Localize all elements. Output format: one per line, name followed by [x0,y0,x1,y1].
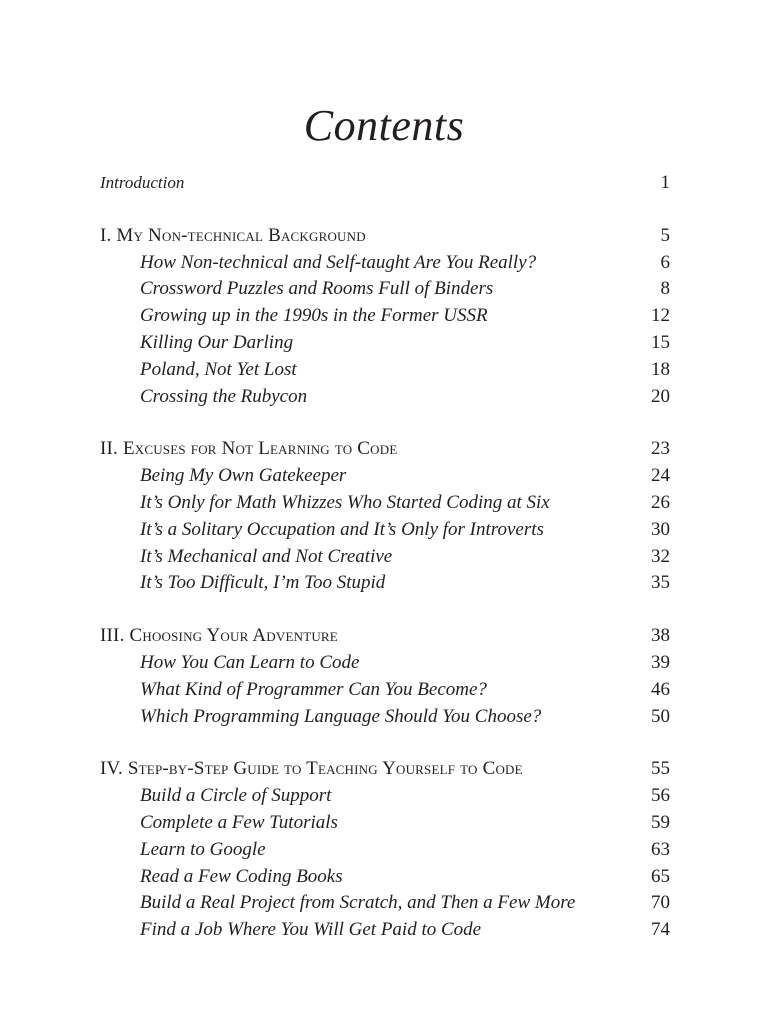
toc-entry-label: Which Programming Language Should You Choose? [140,705,542,727]
toc-entry-page: 35 [651,572,670,594]
toc-entry-page: 63 [651,838,670,860]
toc-entry-label: It’s Mechanical and Not Creative [140,545,393,567]
toc-entry-label: Crossword Puzzles and Rooms Full of Binders [140,278,494,300]
toc-entry-label: Find a Job Where You Will Get Paid to Code [140,919,482,941]
toc-entry-label: Build a Circle of Support [140,785,332,807]
toc-entry-label: It’s a Solitary Occupation and It’s Only for Introverts [140,518,544,540]
toc-entry[interactable] [100,570,670,597]
toc-entry-page: 65 [651,865,670,887]
toc-part-page: 23 [651,438,670,460]
toc-entry-page: 26 [651,491,670,513]
toc-entry-label: How Non-technical and Self-taught Are You Really? [140,251,537,273]
toc-entry-label: Build a Real Project from Scratch, and Then a Few More [140,892,576,914]
toc-entry-page: 1 [660,172,670,193]
toc-entry[interactable] [100,837,670,864]
toc-part-2[interactable] [100,436,670,463]
toc-entry-page: 24 [651,465,670,487]
toc-entry[interactable] [100,544,670,571]
toc-part-label: IV. Step-by-Step Guide to Teaching Yourself to Code [100,758,523,780]
toc-entry[interactable] [100,276,670,303]
toc-entry-page: 39 [651,651,670,673]
toc-entry-label: Crossing the Rubycon [140,385,308,407]
toc-entry-label: What Kind of Programmer Can You Become? [140,678,487,700]
toc-entry-page: 20 [651,385,670,407]
toc-entry-label: Growing up in the 1990s in the Former USSR [140,305,488,327]
toc-part-page: 55 [651,758,670,780]
toc-entry[interactable] [100,783,670,810]
toc-entry-page: 15 [651,331,670,353]
toc-entry-page: 56 [651,785,670,807]
toc-part-1[interactable] [100,223,670,250]
toc-entry-page: 18 [651,358,670,380]
toc-entry-page: 30 [651,518,670,540]
toc-entry-label: Being My Own Gatekeeper [140,465,347,487]
toc-entry[interactable] [100,650,670,677]
toc-entry-page: 12 [651,305,670,327]
toc-entry-page: 6 [660,251,670,273]
toc-part-label: III. Choosing Your Adventure [100,625,338,647]
toc-entry-label: Introduction [100,173,185,192]
toc-part-4[interactable] [100,756,670,783]
toc-entry[interactable] [100,303,670,330]
toc-entry-label: How You Can Learn to Code [140,651,360,673]
toc-part-page: 5 [660,224,670,246]
toc-entry[interactable] [100,517,670,544]
table-of-contents [100,170,670,944]
toc-part-page: 38 [651,625,670,647]
toc-entry-label: It’s Only for Math Whizzes Who Started Coding at Six [140,491,550,513]
toc-entry-page: 46 [651,678,670,700]
page-title: Contents [303,101,465,150]
toc-entry-page: 32 [651,545,670,567]
toc-entry-label: Learn to Google [140,838,266,860]
toc-entry[interactable] [100,490,670,517]
toc-entry[interactable] [100,677,670,704]
toc-part-label: II. Excuses for Not Learning to Code [100,438,398,460]
toc-entry[interactable] [100,810,670,837]
toc-part-label: I. My Non-technical Background [100,224,366,246]
toc-entry[interactable] [100,463,670,490]
toc-entry[interactable] [100,357,670,384]
toc-entry-label: Poland, Not Yet Lost [140,358,297,380]
toc-entry-label: Killing Our Darling [140,331,294,353]
toc-entry-page: 59 [651,811,670,833]
toc-entry-page: 74 [651,919,670,941]
toc-entry[interactable] [100,384,670,411]
toc-entry-page: 70 [651,892,670,914]
toc-entry-label: It’s Too Difficult, I’m Too Stupid [140,572,386,594]
toc-entry-label: Complete a Few Tutorials [140,811,338,833]
toc-entry-page: 8 [660,278,670,300]
toc-entry-page: 50 [651,705,670,727]
toc-entry[interactable] [100,917,670,944]
toc-part-3[interactable] [100,623,670,650]
toc-entry-label: Read a Few Coding Books [140,865,343,887]
toc-entry[interactable] [100,250,670,277]
toc-entry[interactable] [100,864,670,891]
toc-entry[interactable] [100,890,670,917]
toc-entry[interactable] [100,330,670,357]
toc-entry[interactable] [100,704,670,731]
toc-entry-introduction[interactable] [100,170,670,197]
